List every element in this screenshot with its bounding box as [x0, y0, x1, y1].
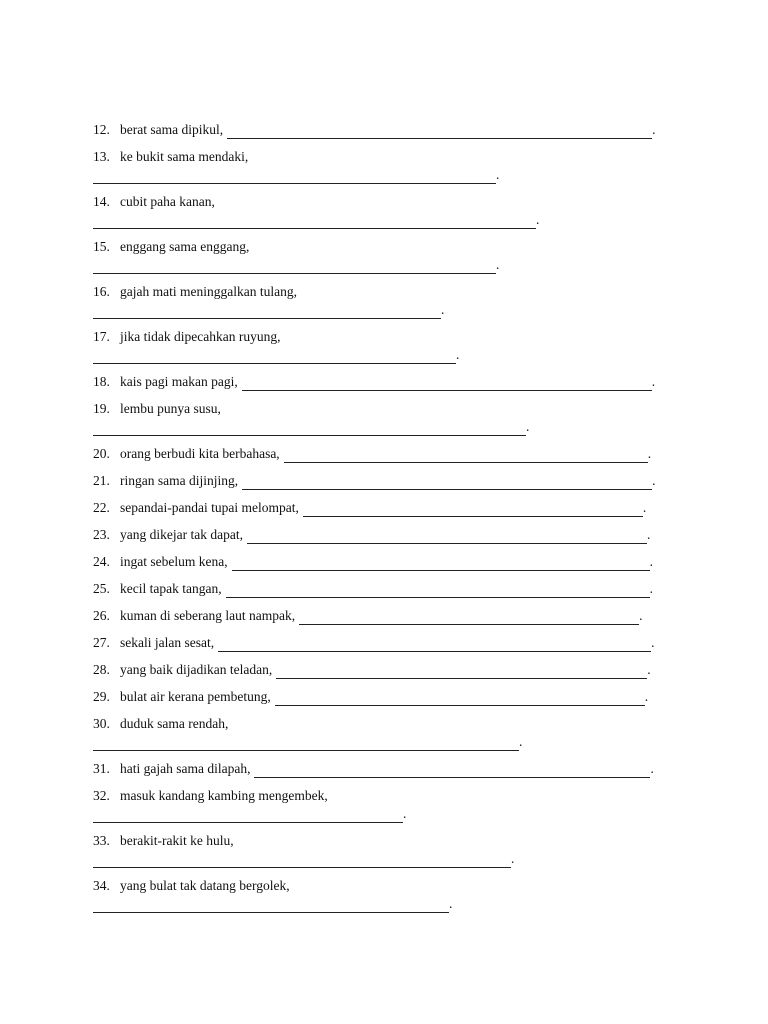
ending-period: . [651, 374, 656, 389]
item-number: 21. [93, 473, 110, 488]
list-item [93, 328, 683, 373]
item-number: 13. [93, 149, 110, 164]
item-number: 20. [93, 446, 110, 461]
item-number: 28. [93, 662, 110, 677]
item-number: 14. [93, 194, 110, 209]
proverb-prompt: lembu punya susu, [120, 401, 221, 416]
list-item [93, 283, 683, 328]
item-number: 33. [93, 833, 110, 848]
ending-period: . [652, 473, 656, 488]
answer-blank[interactable] [232, 557, 650, 571]
proverb-prompt: ringan sama dijinjing, [120, 473, 239, 488]
answer-blank[interactable] [242, 377, 652, 391]
answer-blank[interactable] [276, 665, 647, 679]
proverb-prompt: cubit paha kanan, [120, 194, 215, 209]
answer-blank[interactable] [93, 737, 519, 751]
proverb-prompt: yang bulat tak datang bergolek, [120, 878, 290, 893]
proverb-prompt: ingat sebelum kena, [120, 554, 228, 569]
ending-period: . [526, 419, 530, 434]
proverb-prompt: sepandai-pandai tupai melompat, [120, 500, 299, 515]
list-item [93, 760, 683, 787]
list-item [93, 877, 683, 922]
answer-blank[interactable] [227, 125, 652, 139]
item-number: 25. [93, 581, 110, 596]
proverb-prompt: kais pagi makan pagi, [120, 374, 238, 389]
answer-blank[interactable] [93, 350, 456, 364]
ending-period: . [642, 500, 647, 515]
list-item [93, 607, 683, 634]
answer-blank[interactable] [226, 584, 650, 598]
item-number: 29. [93, 689, 110, 704]
answer-blank[interactable] [93, 305, 441, 319]
item-number: 17. [93, 329, 110, 344]
list-item [93, 238, 683, 283]
proverb-prompt: yang dikejar tak dapat, [120, 527, 243, 542]
answer-blank[interactable] [93, 215, 536, 229]
answer-blank[interactable] [247, 530, 647, 544]
proverb-prompt: bulat air kerana pembetung, [120, 689, 271, 704]
list-item [93, 688, 683, 715]
answer-blank[interactable] [93, 170, 496, 184]
answer-blank[interactable] [284, 449, 648, 463]
ending-period: . [649, 554, 653, 569]
item-number: 22. [93, 500, 110, 515]
list-item [93, 661, 683, 688]
proverb-prompt: enggang sama enggang, [120, 239, 250, 254]
item-number: 18. [93, 374, 110, 389]
answer-blank[interactable] [93, 854, 511, 868]
list-item [93, 832, 683, 877]
list-item [93, 580, 683, 607]
ending-period: . [650, 761, 654, 776]
item-number: 23. [93, 527, 110, 542]
proverb-prompt: kecil tapak tangan, [120, 581, 222, 596]
answer-blank[interactable] [242, 476, 652, 490]
ending-period: . [403, 806, 407, 821]
item-number: 27. [93, 635, 110, 650]
list-item [93, 499, 683, 526]
proverb-prompt: kuman di seberang laut nampak, [120, 608, 296, 623]
ending-period: . [639, 608, 643, 623]
item-number: 34. [93, 878, 110, 893]
ending-period: . [441, 302, 445, 317]
ending-period: . [644, 689, 649, 704]
answer-blank[interactable] [303, 503, 643, 517]
ending-period: . [652, 122, 656, 137]
proverb-prompt: orang berbudi kita berbahasa, [120, 446, 280, 461]
list-item [93, 715, 683, 760]
proverb-prompt: gajah mati meninggalkan tulang, [120, 284, 297, 299]
list-item [93, 121, 683, 148]
answer-blank[interactable] [93, 809, 403, 823]
list-item [93, 526, 683, 553]
proverb-prompt: masuk kandang kambing mengembek, [120, 788, 328, 803]
list-item [93, 553, 683, 580]
item-number: 26. [93, 608, 110, 623]
list-item [93, 472, 683, 499]
ending-period: . [647, 662, 651, 677]
ending-period: . [511, 851, 515, 866]
proverb-list [93, 121, 683, 922]
ending-period: . [647, 446, 652, 461]
answer-blank[interactable] [93, 422, 526, 436]
list-item [93, 634, 683, 661]
item-number: 30. [93, 716, 110, 731]
proverb-prompt: yang baik dijadikan teladan, [120, 662, 273, 677]
item-number: 24. [93, 554, 110, 569]
proverb-prompt: berakit-rakit ke hulu, [120, 833, 234, 848]
answer-blank[interactable] [93, 260, 496, 274]
proverb-prompt: duduk sama rendah, [120, 716, 229, 731]
item-number: 12. [93, 122, 110, 137]
proverb-prompt: jika tidak dipecahkan ruyung, [120, 329, 281, 344]
list-item [93, 373, 683, 400]
list-item [93, 148, 683, 193]
answer-blank[interactable] [93, 899, 449, 913]
proverb-prompt: ke bukit sama mendaki, [120, 149, 249, 164]
ending-period: . [646, 527, 651, 542]
answer-blank[interactable] [254, 764, 650, 778]
item-number: 16. [93, 284, 110, 299]
answer-blank[interactable] [275, 692, 645, 706]
answer-blank[interactable] [299, 611, 639, 625]
item-number: 31. [93, 761, 110, 776]
ending-period: . [456, 347, 460, 362]
answer-blank[interactable] [218, 638, 651, 652]
proverb-prompt: berat sama dipikul, [120, 122, 224, 137]
ending-period: . [651, 635, 655, 650]
ending-period: . [496, 257, 500, 272]
proverb-prompt: sekali jalan sesat, [120, 635, 215, 650]
ending-period: . [519, 734, 523, 749]
list-item [93, 445, 683, 472]
list-item [93, 787, 683, 832]
ending-period: . [649, 581, 653, 596]
item-number: 32. [93, 788, 110, 803]
item-number: 15. [93, 239, 110, 254]
proverb-prompt: hati gajah sama dilapah, [120, 761, 251, 776]
list-item [93, 400, 683, 445]
ending-period: . [496, 167, 500, 182]
ending-period: . [449, 896, 453, 911]
list-item [93, 193, 683, 238]
ending-period: . [536, 212, 540, 227]
item-number: 19. [93, 401, 110, 416]
